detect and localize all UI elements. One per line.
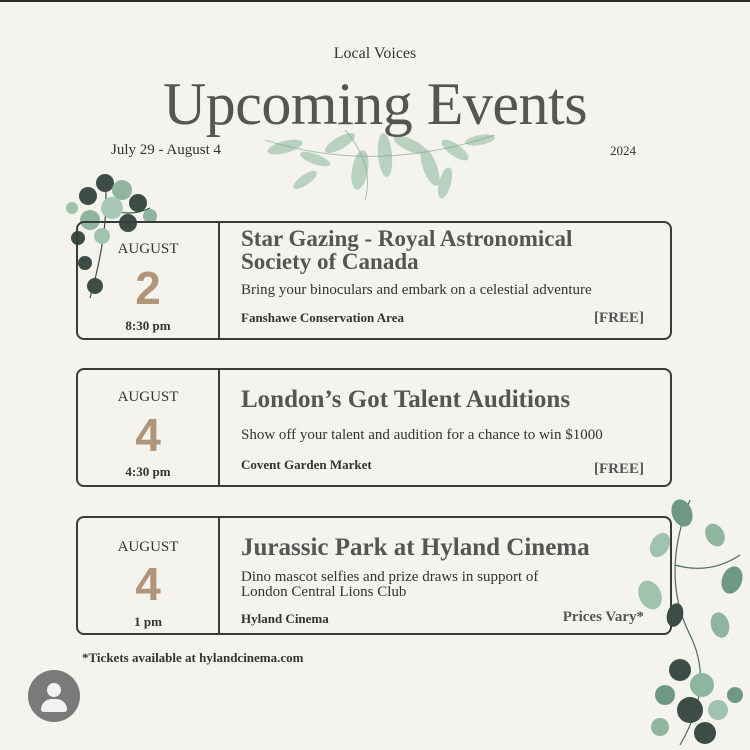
leaf-vine-icon <box>620 495 750 750</box>
event-time: 8:30 pm <box>125 318 171 333</box>
event-month: AUGUST <box>117 241 179 257</box>
event-title-line: Society of Canada <box>241 249 419 274</box>
event-description: Show off your talent and audition for a chance to win $1000 <box>241 427 603 443</box>
tickets-footnote: *Tickets available at hylandcinema.com <box>82 650 304 665</box>
page-title: Upcoming Events <box>162 71 588 137</box>
event-title: London’s Got Talent Auditions <box>241 386 571 413</box>
year-label: 2024 <box>610 143 636 158</box>
event-title-line: Star Gazing - Royal Astronomical <box>241 226 573 251</box>
event-price: Prices Vary* <box>562 609 644 625</box>
event-day: 4 <box>135 409 161 461</box>
event-description: Bring your binoculars and embark on a celestial adventure <box>241 282 592 298</box>
event-day: 4 <box>135 558 161 610</box>
card-divider <box>218 518 220 633</box>
event-time: 1 pm <box>134 614 162 629</box>
avatar-head <box>47 683 61 697</box>
event-time: 4:30 pm <box>125 464 171 479</box>
event-month: AUGUST <box>117 389 179 405</box>
event-price: [FREE] <box>594 310 644 326</box>
event-venue: Covent Garden Market <box>241 457 372 472</box>
event-price: [FREE] <box>594 461 644 477</box>
event-description <box>241 570 661 600</box>
card-divider <box>218 370 220 485</box>
event-day: 2 <box>135 262 161 314</box>
date-range: July 29 - August 4 <box>111 142 222 158</box>
event-title: Jurassic Park at Hyland Cinema <box>241 534 590 561</box>
event-card <box>76 516 672 635</box>
event-venue: Hyland Cinema <box>241 611 329 626</box>
kicker-text: Local Voices <box>333 45 417 62</box>
user-avatar-icon[interactable] <box>28 670 80 722</box>
event-title <box>241 227 661 273</box>
avatar-torso <box>41 699 67 712</box>
card-divider <box>218 223 220 338</box>
top-border-line <box>0 0 750 2</box>
event-month: AUGUST <box>117 539 179 555</box>
event-description-line: London Central Lions Club <box>241 584 407 600</box>
event-description-line: Dino mascot selfies and prize draws in support of <box>241 569 539 585</box>
event-venue: Fanshawe Conservation Area <box>241 310 404 325</box>
event-card <box>76 368 672 487</box>
event-card <box>76 221 672 340</box>
